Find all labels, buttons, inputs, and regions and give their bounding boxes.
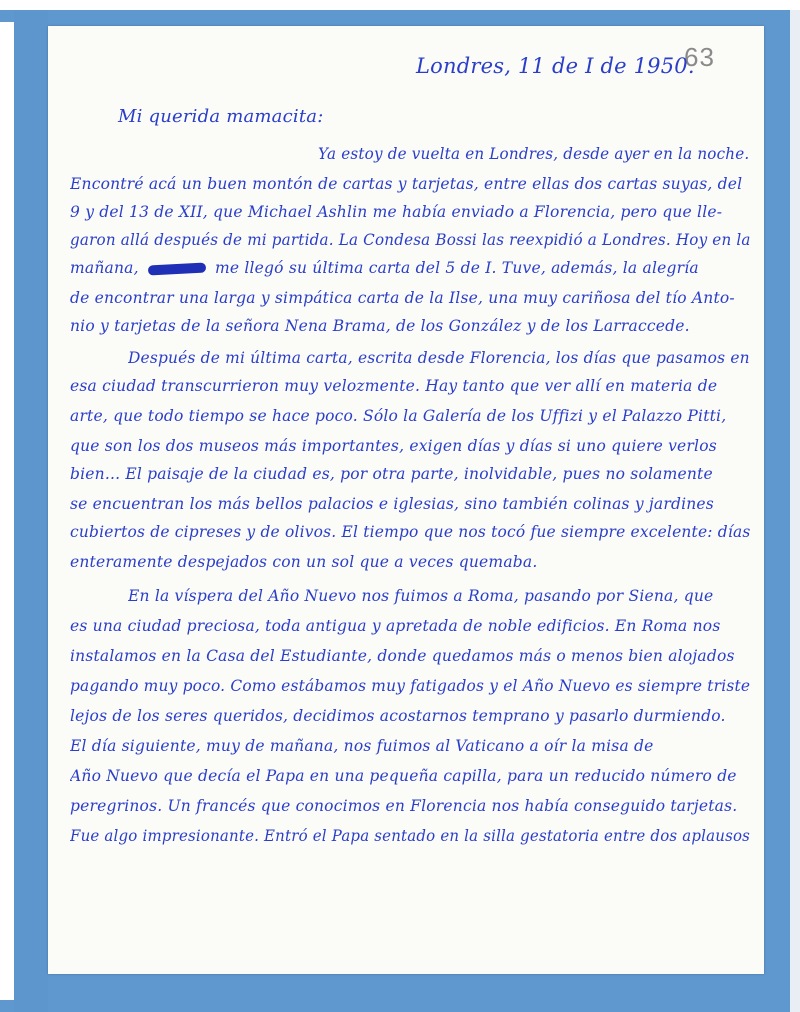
letter-line: Encontré acá un buen montón de cartas y tarjetas, entre ellas dos cartas suyas, del bbox=[70, 175, 743, 193]
letter-line: garon allá después de mi partida. La Condesa Bossi las reexpidió a Londres. Hoy en la bbox=[70, 231, 751, 249]
adjacent-page-edge bbox=[0, 22, 15, 1000]
letter-line: bien... El paisaje de la ciudad es, por otra parte, inolvidable, pues no solamente bbox=[70, 465, 713, 483]
letter-date: Londres, 11 de I de 1950. bbox=[416, 54, 695, 78]
letter-line: enteramente despejados con un sol que a veces quemaba. bbox=[70, 553, 538, 571]
letter-salutation: Mi querida mamacita: bbox=[118, 106, 324, 127]
letter-line: de encontrar una larga y simpática carta de la Ilse, una muy cariñosa del tío Anto- bbox=[70, 289, 735, 307]
letter-line: 9 y del 13 de XII, que Michael Ashlin me había enviado a Florencia, pero que lle- bbox=[70, 203, 723, 221]
letter-line: Fue algo impresionante. Entró el Papa sentado en la silla gestatoria entre dos aplausos bbox=[70, 827, 751, 845]
ink-blot bbox=[148, 262, 206, 275]
letter-line: que son los dos museos más importantes, exigen días y días si uno quiere verlos bbox=[70, 437, 717, 455]
archive-number: 63 bbox=[684, 42, 715, 72]
letter-line: Después de mi última carta, escrita desde Florencia, los días que pasamos en bbox=[128, 349, 750, 367]
letter-line: cubiertos de cipreses y de olivos. El tiempo que nos tocó fue siempre excelente: días bbox=[70, 523, 751, 541]
letter-line: Ya estoy de vuelta en Londres, desde ayer en la noche. bbox=[318, 145, 750, 163]
letter-line: arte, que todo tiempo se hace poco. Sólo la Galería de los Uffizi y el Palazzo Pitti, bbox=[70, 407, 727, 425]
letter-line: es una ciudad preciosa, toda antigua y apretada de noble edificios. En Roma nos bbox=[70, 617, 721, 635]
mount-edge bbox=[790, 10, 800, 1012]
mount-margin bbox=[14, 10, 48, 1012]
letter-line: El día siguiente, muy de mañana, nos fuimos al Vaticano a oír la misa de bbox=[70, 737, 654, 755]
letter-line: esa ciudad transcurrieron muy velozmente. Hay tanto que ver allí en materia de bbox=[70, 377, 718, 395]
letter-line: se encuentran los más bellos palacios e iglesias, sino también colinas y jardines bbox=[70, 495, 714, 513]
letter-line: Año Nuevo que decía el Papa en una pequeña capilla, para un reducido número de bbox=[70, 767, 737, 785]
letter-line: lejos de los seres queridos, decidimos acostarnos temprano y pasarlo durmiendo. bbox=[70, 707, 726, 725]
letter-line: instalamos en la Casa del Estudiante, donde quedamos más o menos bien alojados bbox=[70, 647, 735, 665]
letter-line: peregrinos. Un francés que conocimos en Florencia nos había conseguido tarjetas. bbox=[70, 797, 738, 815]
letter-line: nio y tarjetas de la señora Nena Brama, de los González y de los Larraccede. bbox=[70, 317, 690, 335]
letter-line: mañana, me llegó su última carta del 5 de I. Tuve, además, la alegría bbox=[70, 259, 699, 277]
letter-body bbox=[48, 26, 764, 974]
letter-line: pagando muy poco. Como estábamos muy fatigados y el Año Nuevo es siempre triste bbox=[70, 677, 751, 695]
letter-sheet bbox=[48, 26, 764, 974]
letter-line: En la víspera del Año Nuevo nos fuimos a Roma, pasando por Siena, que bbox=[128, 587, 714, 605]
